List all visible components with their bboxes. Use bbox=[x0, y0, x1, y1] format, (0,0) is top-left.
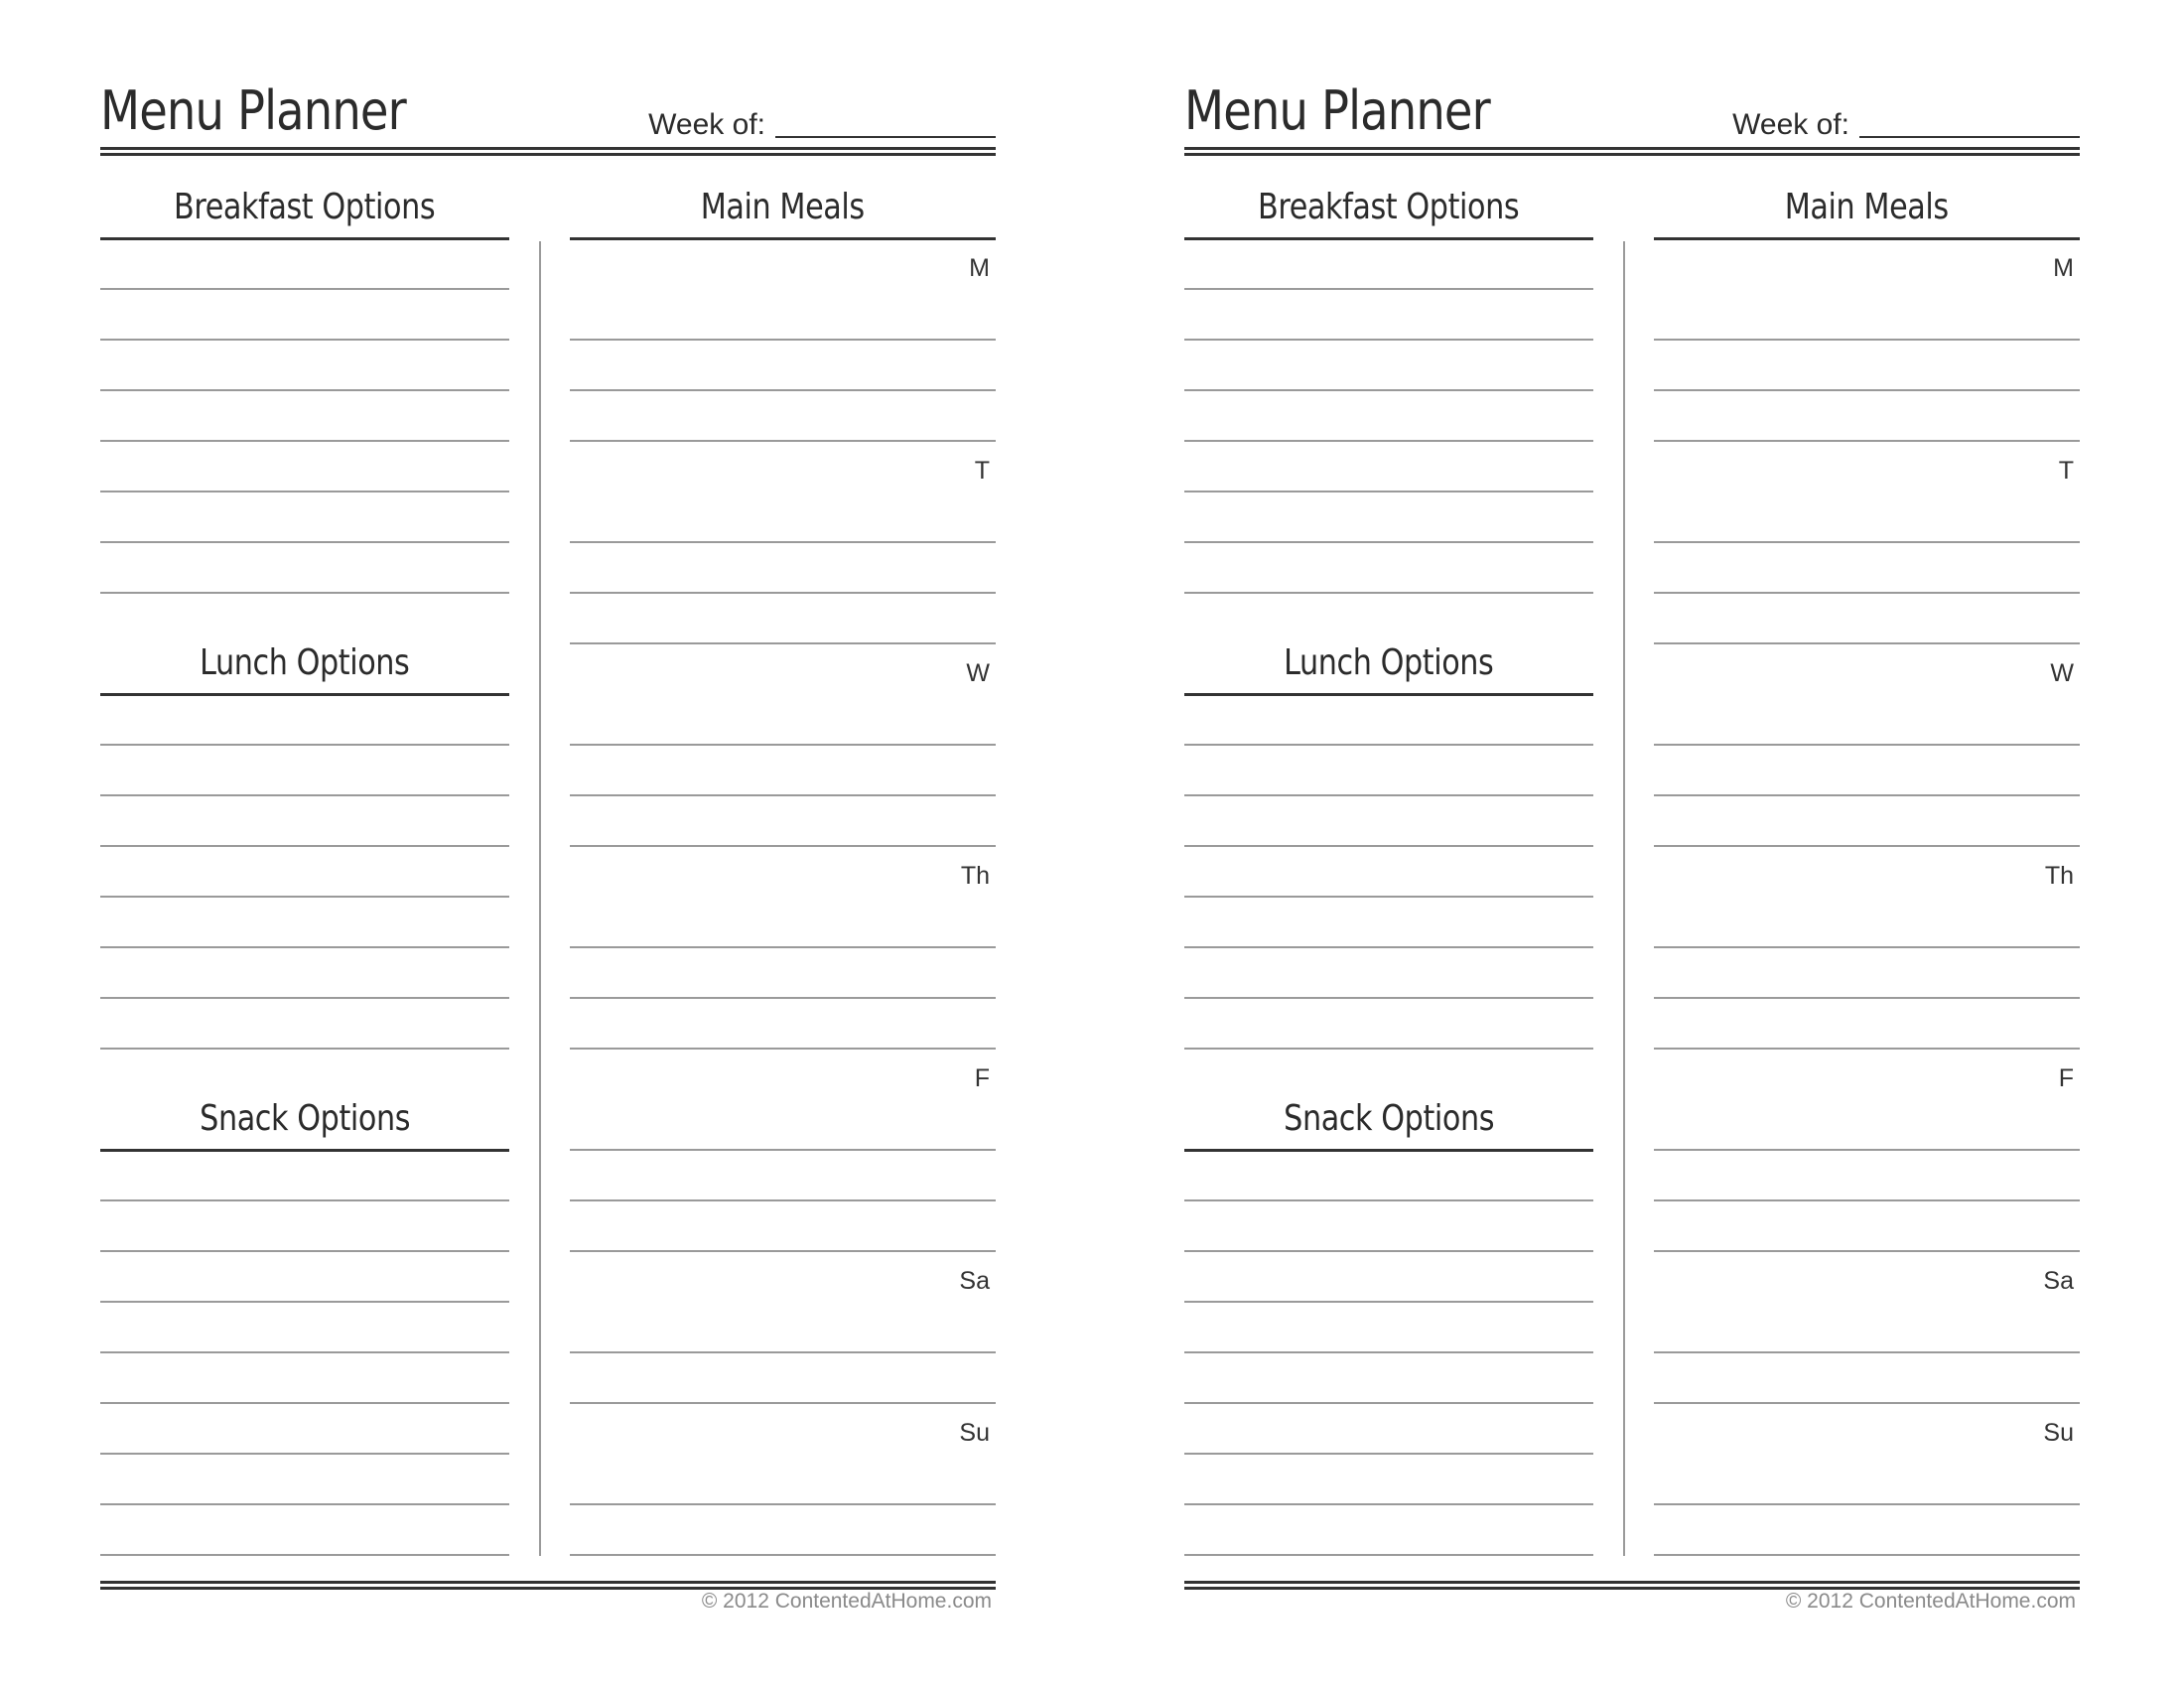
options-write-line[interactable] bbox=[100, 845, 509, 847]
options-write-line[interactable] bbox=[100, 1250, 509, 1252]
main-meal-write-line[interactable] bbox=[570, 1351, 996, 1353]
lunch-heading: Lunch Options bbox=[1284, 642, 1494, 683]
main-meal-write-line[interactable] bbox=[1654, 997, 2080, 999]
main-meal-write-line[interactable] bbox=[570, 744, 996, 746]
main-meal-write-line[interactable] bbox=[1654, 744, 2080, 746]
options-write-line[interactable] bbox=[100, 744, 509, 746]
day-label-friday: F bbox=[974, 1064, 990, 1092]
options-write-line[interactable] bbox=[1184, 1048, 1593, 1050]
menu-planner-page-right bbox=[1184, 0, 2080, 1688]
main-meal-write-line[interactable] bbox=[570, 794, 996, 796]
main-meal-write-line[interactable] bbox=[570, 541, 996, 543]
options-write-line[interactable] bbox=[1184, 389, 1593, 391]
options-write-line[interactable] bbox=[1184, 1351, 1593, 1353]
options-write-line[interactable] bbox=[1184, 491, 1593, 492]
options-write-line[interactable] bbox=[100, 339, 509, 341]
breakfast-heading-rule bbox=[100, 237, 509, 240]
day-label-sunday: Su bbox=[2043, 1419, 2074, 1447]
main-meal-write-line[interactable] bbox=[1654, 1351, 2080, 1353]
options-write-line[interactable] bbox=[100, 288, 509, 290]
main-meal-write-line[interactable] bbox=[1654, 845, 2080, 847]
main-meal-write-line[interactable] bbox=[1654, 1402, 2080, 1404]
options-write-line[interactable] bbox=[100, 896, 509, 898]
day-label-monday: M bbox=[969, 254, 990, 282]
header-double-rule bbox=[100, 147, 996, 156]
options-write-line[interactable] bbox=[1184, 744, 1593, 746]
options-write-line[interactable] bbox=[1184, 541, 1593, 543]
breakfast-heading: Breakfast Options bbox=[1258, 187, 1520, 227]
main-meal-write-line[interactable] bbox=[1654, 1048, 2080, 1050]
options-write-line[interactable] bbox=[1184, 997, 1593, 999]
options-write-line[interactable] bbox=[100, 1351, 509, 1353]
options-write-line[interactable] bbox=[100, 1503, 509, 1505]
options-write-line[interactable] bbox=[1184, 1250, 1593, 1252]
header-double-rule bbox=[1184, 147, 2080, 156]
main-meal-write-line[interactable] bbox=[570, 845, 996, 847]
snack-heading: Snack Options bbox=[200, 1098, 410, 1139]
day-label-saturday: Sa bbox=[959, 1267, 990, 1295]
options-write-line[interactable] bbox=[1184, 845, 1593, 847]
main-meal-write-line[interactable] bbox=[570, 1554, 996, 1556]
main-meal-write-line[interactable] bbox=[1654, 642, 2080, 644]
main-meal-write-line[interactable] bbox=[570, 1503, 996, 1505]
snack-heading: Snack Options bbox=[1284, 1098, 1494, 1139]
main-meals-heading: Main Meals bbox=[1784, 187, 1949, 227]
options-write-line[interactable] bbox=[100, 1453, 509, 1455]
column-divider bbox=[539, 241, 541, 1556]
main-meal-write-line[interactable] bbox=[570, 1402, 996, 1404]
options-write-line[interactable] bbox=[1184, 288, 1593, 290]
column-divider bbox=[1623, 241, 1625, 1556]
options-write-line[interactable] bbox=[100, 440, 509, 442]
options-write-line[interactable] bbox=[100, 1402, 509, 1404]
main-meals-heading: Main Meals bbox=[700, 187, 865, 227]
day-label-tuesday: T bbox=[974, 457, 990, 485]
main-meal-write-line[interactable] bbox=[1654, 592, 2080, 594]
day-label-wednesday: W bbox=[2050, 659, 2074, 687]
main-meal-write-line[interactable] bbox=[1654, 1503, 2080, 1505]
options-write-line[interactable] bbox=[100, 1199, 509, 1201]
week-of-label: Week of: bbox=[648, 108, 765, 141]
main-meal-write-line[interactable] bbox=[570, 1048, 996, 1050]
menu-planner-page-left bbox=[100, 0, 996, 1688]
main-meal-write-line[interactable] bbox=[570, 389, 996, 391]
main-meal-write-line[interactable] bbox=[570, 339, 996, 341]
snack-heading-rule bbox=[1184, 1149, 1593, 1152]
options-write-line[interactable] bbox=[1184, 440, 1593, 442]
options-write-line[interactable] bbox=[1184, 339, 1593, 341]
options-write-line[interactable] bbox=[1184, 1199, 1593, 1201]
options-write-line[interactable] bbox=[1184, 1402, 1593, 1404]
options-write-line[interactable] bbox=[1184, 946, 1593, 948]
main-meal-write-line[interactable] bbox=[570, 1149, 996, 1151]
options-write-line[interactable] bbox=[1184, 592, 1593, 594]
main-meal-write-line[interactable] bbox=[570, 592, 996, 594]
week-of-field bbox=[648, 103, 996, 141]
options-write-line[interactable] bbox=[1184, 896, 1593, 898]
options-write-line[interactable] bbox=[1184, 1503, 1593, 1505]
main-meal-write-line[interactable] bbox=[570, 440, 996, 442]
main-meals-heading-rule bbox=[1654, 237, 2080, 240]
footer-double-rule bbox=[100, 1581, 996, 1590]
main-meal-write-line[interactable] bbox=[1654, 1149, 2080, 1151]
day-label-saturday: Sa bbox=[2043, 1267, 2074, 1295]
week-of-label: Week of: bbox=[1732, 108, 1849, 141]
options-write-line[interactable] bbox=[1184, 1554, 1593, 1556]
options-write-line[interactable] bbox=[100, 1301, 509, 1303]
page-title: Menu Planner bbox=[1184, 79, 1490, 142]
main-meal-write-line[interactable] bbox=[1654, 440, 2080, 442]
breakfast-heading: Breakfast Options bbox=[174, 187, 436, 227]
options-write-line[interactable] bbox=[100, 794, 509, 796]
copyright-footer: © 2012 ContentedAtHome.com bbox=[701, 1590, 992, 1613]
options-write-line[interactable] bbox=[1184, 1301, 1593, 1303]
options-write-line[interactable] bbox=[1184, 1453, 1593, 1455]
options-write-line[interactable] bbox=[100, 541, 509, 543]
main-meal-write-line[interactable] bbox=[1654, 389, 2080, 391]
breakfast-heading-rule bbox=[1184, 237, 1593, 240]
main-meals-heading-rule bbox=[570, 237, 996, 240]
day-label-thursday: Th bbox=[960, 862, 990, 890]
lunch-heading-rule bbox=[1184, 693, 1593, 696]
options-write-line[interactable] bbox=[100, 946, 509, 948]
footer-double-rule bbox=[1184, 1581, 2080, 1590]
day-label-tuesday: T bbox=[2058, 457, 2074, 485]
options-write-line[interactable] bbox=[100, 997, 509, 999]
main-meal-write-line[interactable] bbox=[1654, 794, 2080, 796]
options-write-line[interactable] bbox=[100, 1554, 509, 1556]
copyright-footer: © 2012 ContentedAtHome.com bbox=[1785, 1590, 2076, 1613]
main-meal-write-line[interactable] bbox=[1654, 1554, 2080, 1556]
main-meal-write-line[interactable] bbox=[570, 1250, 996, 1252]
main-meal-write-line[interactable] bbox=[570, 1199, 996, 1201]
week-of-input[interactable] bbox=[1859, 136, 2080, 138]
day-label-monday: M bbox=[2053, 254, 2074, 282]
options-write-line[interactable] bbox=[1184, 794, 1593, 796]
main-meal-write-line[interactable] bbox=[1654, 541, 2080, 543]
options-write-line[interactable] bbox=[100, 1048, 509, 1050]
snack-heading-rule bbox=[100, 1149, 509, 1152]
lunch-heading: Lunch Options bbox=[200, 642, 410, 683]
day-label-wednesday: W bbox=[966, 659, 990, 687]
options-write-line[interactable] bbox=[100, 592, 509, 594]
main-meal-write-line[interactable] bbox=[1654, 1250, 2080, 1252]
main-meal-write-line[interactable] bbox=[570, 946, 996, 948]
day-label-friday: F bbox=[2058, 1064, 2074, 1092]
options-write-line[interactable] bbox=[100, 389, 509, 391]
main-meal-write-line[interactable] bbox=[570, 997, 996, 999]
day-label-thursday: Th bbox=[2044, 862, 2074, 890]
week-of-input[interactable] bbox=[775, 136, 996, 138]
lunch-heading-rule bbox=[100, 693, 509, 696]
week-of-field bbox=[1732, 103, 2080, 141]
page-title: Menu Planner bbox=[100, 79, 406, 142]
options-write-line[interactable] bbox=[100, 491, 509, 492]
main-meal-write-line[interactable] bbox=[1654, 339, 2080, 341]
main-meal-write-line[interactable] bbox=[570, 642, 996, 644]
main-meal-write-line[interactable] bbox=[1654, 946, 2080, 948]
day-label-sunday: Su bbox=[959, 1419, 990, 1447]
main-meal-write-line[interactable] bbox=[1654, 1199, 2080, 1201]
